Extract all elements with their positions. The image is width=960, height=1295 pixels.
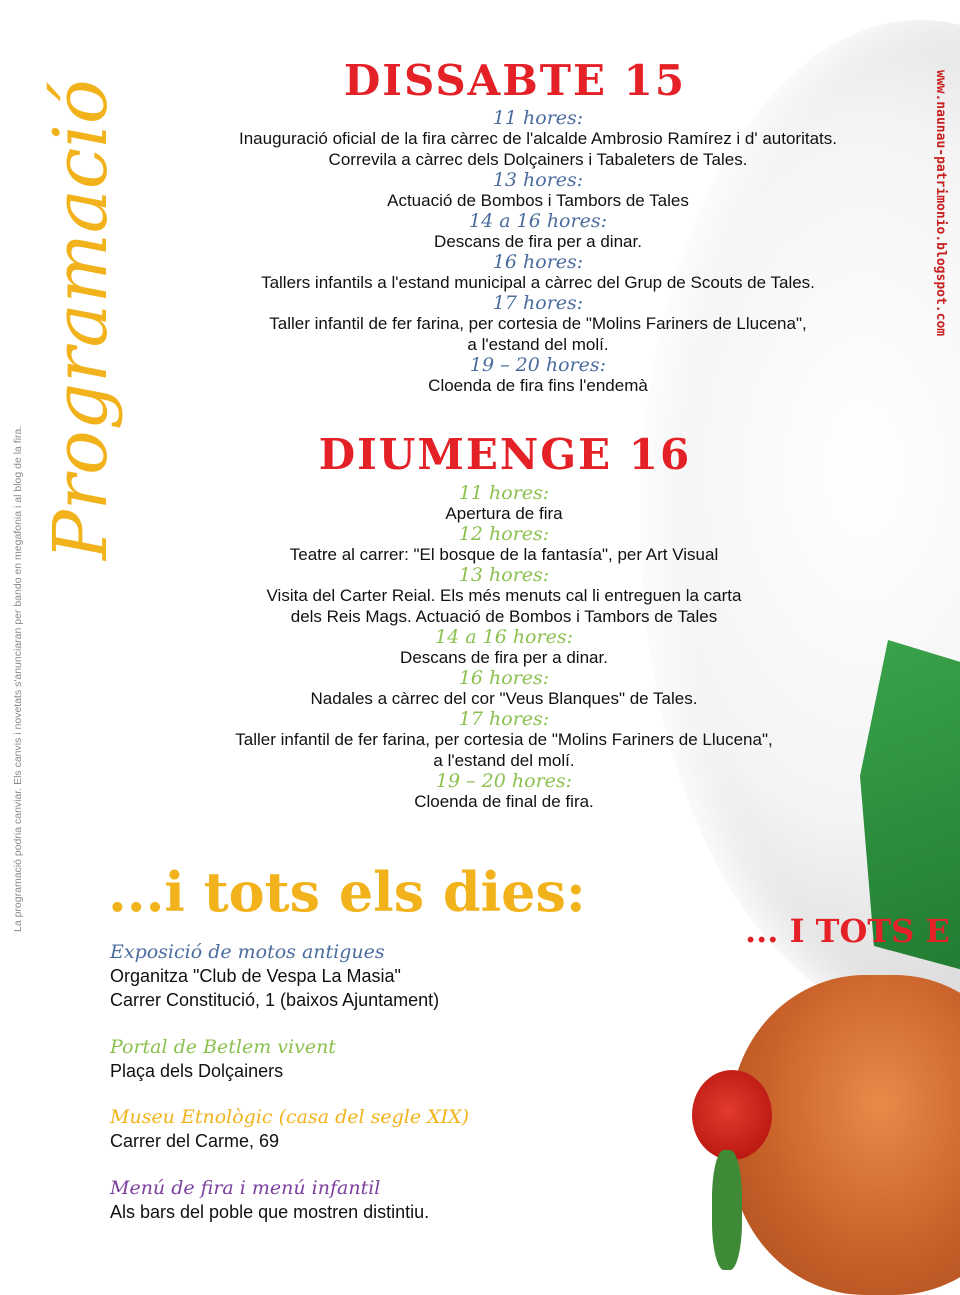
sunday-title: DIUMENGE 16 — [318, 430, 692, 479]
item-heading: Museu Etnològic (casa del segle XIX) — [110, 1106, 470, 1128]
schedule-time: 19 – 20 hores: — [469, 354, 607, 376]
schedule-description: Apertura de fira — [445, 504, 563, 523]
schedule-description: Descans de fira per a dinar. — [400, 648, 608, 667]
item-detail: Carrer Constitució, 1 (baixos Ajuntament) — [110, 990, 440, 1010]
schedule-description: dels Reis Mags. Actuació de Bombos i Tambors de Tales — [290, 607, 718, 626]
schedule-description: Correvila a càrrec dels Dolçainers i Tabaleters de Tales. — [328, 150, 748, 169]
side-note: La programació podria canviar. Els canvis i novetats s'anunciaran per bando en megafonia i al blog de la fira. — [12, 425, 24, 932]
schedule-description: Actuació de Bombos i Tambors de Tales — [387, 191, 689, 210]
schedule-description: Taller infantil de fer farina, per cortesia de "Molins Fariners de Llucena", — [269, 314, 807, 333]
schedule-time: 17 hores: — [492, 292, 584, 314]
blog-url: www.naunau-patrimonio.blogspot.com — [933, 70, 948, 337]
schedule-time: 19 – 20 hores: — [435, 770, 573, 792]
item-heading: Portal de Betlem vivent — [110, 1036, 336, 1058]
every-day-item — [110, 1035, 630, 1083]
every-day-item — [110, 1176, 630, 1224]
schedule-time: 12 hores: — [458, 523, 550, 545]
schedule-description: Visita del Carter Reial. Els més menuts cal li entreguen la carta — [266, 586, 742, 605]
schedule-description: a l'estand del molí. — [467, 335, 609, 354]
every-day-item — [110, 940, 630, 1012]
schedule-description: Inauguració oficial de la fira càrrec de l'alcalde Ambrosio Ramírez i d' autoritats. — [239, 129, 837, 148]
schedule-time: 16 hores: — [458, 667, 550, 689]
item-detail: Organitza "Club de Vespa La Masia" — [110, 966, 401, 986]
side-title: Programació — [38, 79, 124, 560]
schedule-time: 13 hores: — [458, 564, 550, 586]
schedule-time: 13 hores: — [492, 169, 584, 191]
schedule-description: Teatre al carrer: "El bosque de la fantasía", per Art Visual — [289, 545, 719, 564]
saturday-title: DISSABTE 15 — [343, 56, 687, 105]
schedule-time: 17 hores: — [458, 708, 550, 730]
schedule-description: a l'estand del molí. — [433, 751, 575, 770]
schedule-time: 14 a 16 hores: — [435, 626, 573, 648]
schedule-description: Descans de fira per a dinar. — [434, 232, 642, 251]
schedule-time: 11 hores: — [458, 482, 550, 504]
item-detail: Als bars del poble que mostren distintiu. — [110, 1202, 430, 1222]
schedule-description: Taller infantil de fer farina, per cortesia de "Molins Fariners de Llucena", — [235, 730, 773, 749]
schedule-description: Cloenda de fira fins l'endemà — [428, 376, 648, 395]
red-flower-image — [692, 1070, 772, 1160]
schedule-time: 14 a 16 hores: — [469, 210, 607, 232]
flower-stem-image — [712, 1150, 742, 1270]
saturday-schedule — [128, 108, 948, 396]
every-day-item — [110, 1105, 630, 1153]
sunday-schedule — [94, 483, 914, 812]
every-day-title: ...i tots els dies: — [108, 860, 586, 924]
schedule-time: 11 hores: — [492, 107, 584, 129]
item-heading: Menú de fira i menú infantil — [110, 1177, 381, 1199]
globe-text: ... I TOTS E — [745, 912, 950, 950]
item-detail: Carrer del Carme, 69 — [110, 1131, 280, 1151]
schedule-time: 16 hores: — [492, 251, 584, 273]
item-heading: Exposició de motos antigues — [110, 941, 385, 963]
schedule-description: Nadales a càrrec del cor "Veus Blanques" de Tales. — [310, 689, 698, 708]
schedule-description: Tallers infantils a l'estand municipal a càrrec del Grup de Scouts de Tales. — [261, 273, 815, 292]
schedule-description: Cloenda de final de fira. — [414, 792, 594, 811]
item-detail: Plaça dels Dolçainers — [110, 1061, 284, 1081]
